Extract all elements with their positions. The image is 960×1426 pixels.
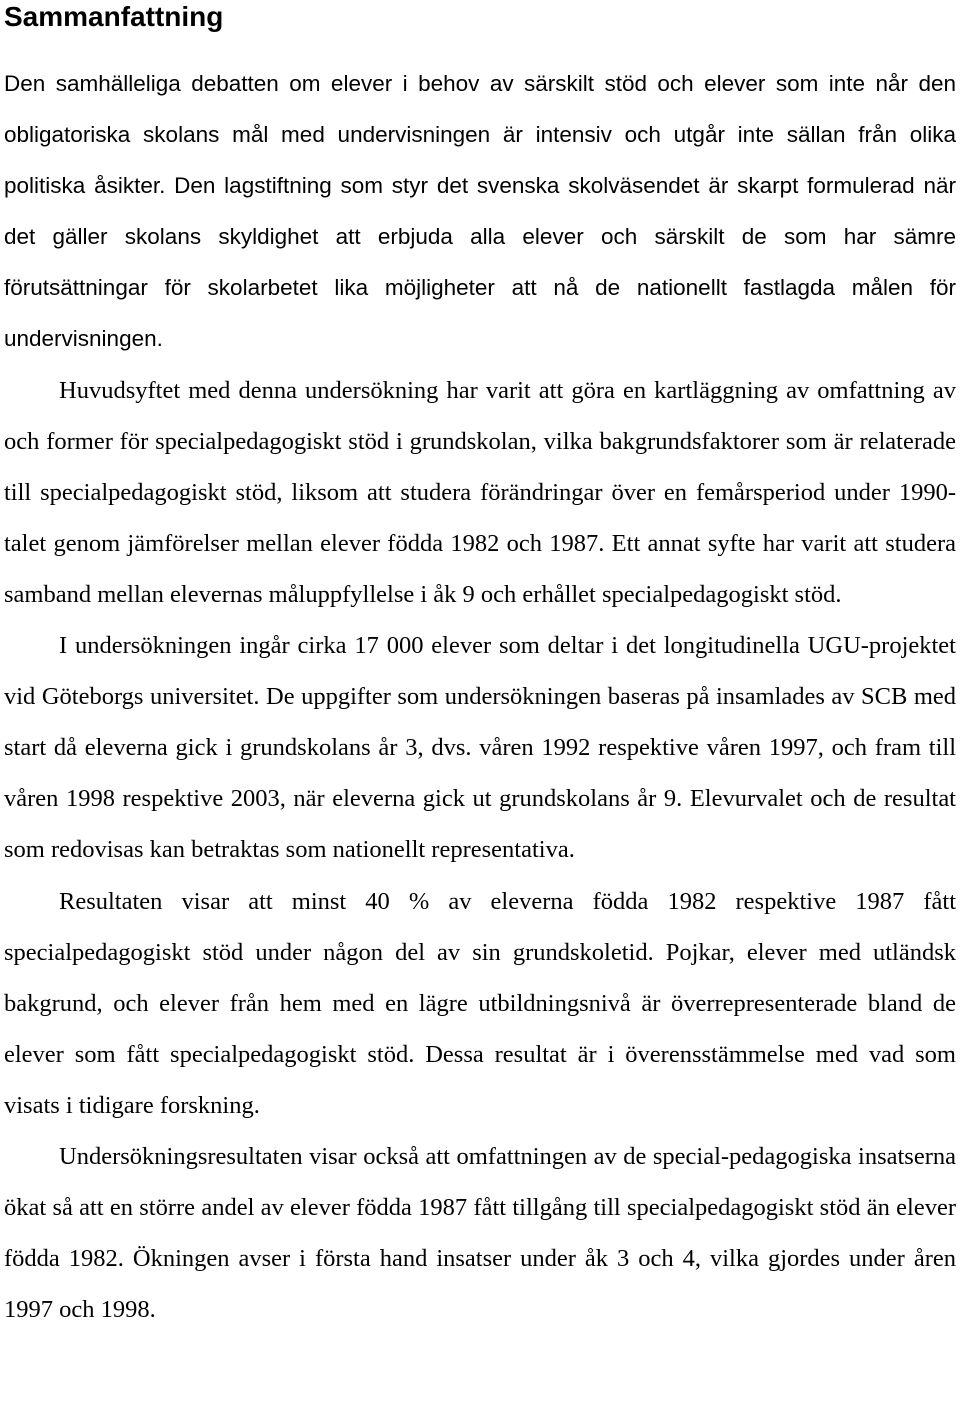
paragraph-trend: Undersökningsresultaten visar också att omfattningen av de special-pedagogiska insatserna ökat så att en större andel av elever födda 1987 fått tillgång till specialpedagogiskt stöd än elever födda 1982. Ökningen avser i första hand insatser under åk 3 och 4, vilka gjordes under åren 1997 och 1998.	[4, 1142, 956, 1324]
paragraph-results: Resultaten visar att minst 40 % av eleverna födda 1982 respektive 1987 fått specialpedagogiskt stöd under någon del av sin grundskoletid. Pojkar, elever med utländsk bakgrund, och elever från hem med en lägre utbildningsnivå är överrepresenterade bland de elever som fått specialpedagogiskt stöd. Dessa resultat är i överensstämmelse med vad som visats i tidigare forskning.	[4, 887, 956, 1119]
intro-paragraph: Den samhälleliga debatten om elever i behov av särskilt stöd och elever som inte når den obligatoriska skolans mål med undervisningen är intensiv och utgår inte sällan från olika politiska åsikter. Den lagstiftning som styr det svenska skolväsendet är skarpt formulerad när det gäller skolans skyldighet att erbjuda alla elever och särskilt de som har sämre förutsättningar för skolarbetet lika möjligheter att nå de nationellt fastlagda målen för undervisningen.	[4, 71, 956, 352]
document-body	[4, 58, 956, 1335]
paragraph-purpose: Huvudsyftet med denna undersökning har varit att göra en kartläggning av omfattning av och former för specialpedagogiskt stöd i grundskolan, vilka bakgrundsfaktorer som är relaterade till specialpedagogiskt stöd, liksom att studera förändringar över en femårsperiod under 1990-talet genom jämförelser mellan elever födda 1982 och 1987. Ett annat syfte har varit att studera samband mellan elevernas måluppfyllelse i åk 9 och erhållet specialpedagogiskt stöd.	[4, 376, 956, 608]
page-title: Sammanfattning	[4, 1, 224, 32]
paragraph-sample: I undersökningen ingår cirka 17 000 elever som deltar i det longitudinella UGU-projektet vid Göteborgs universitet. De uppgifter som undersökningen baseras på insamlades av SCB med start då eleverna gick i grundskolans år 3, dvs. våren 1992 respektive våren 1997, och fram till våren 1998 respektive 2003, när eleverna gick ut grundskolans år 9. Elevurvalet och de resultat som redovisas kan betraktas som nationellt representativa.	[4, 632, 956, 864]
